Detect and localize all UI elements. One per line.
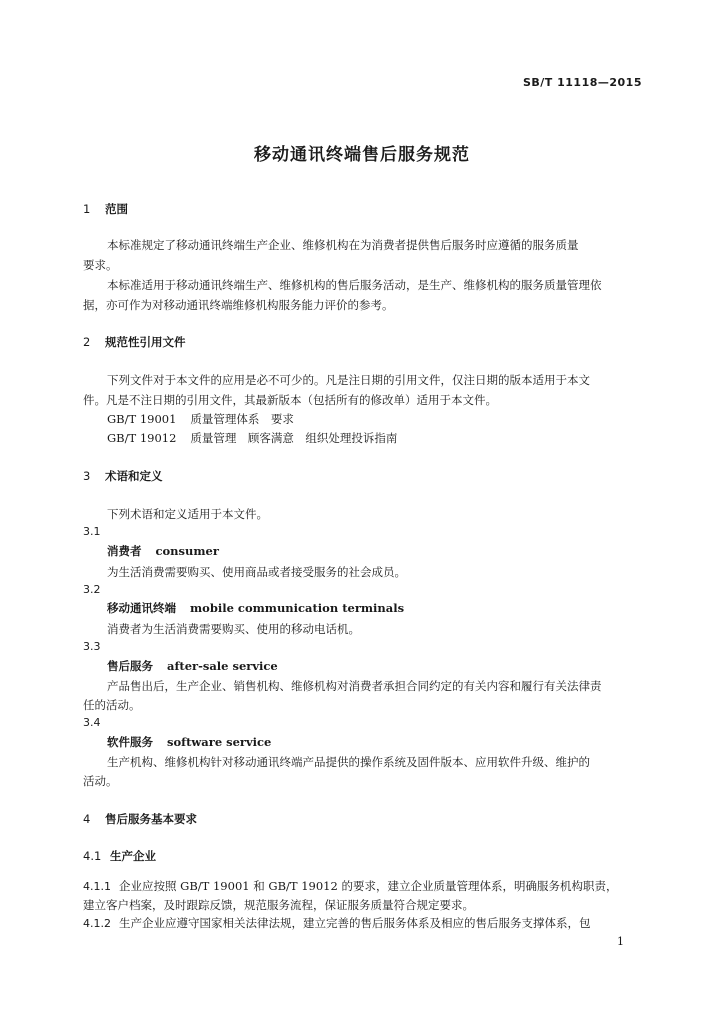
s2-paragraph-line-1: 下列文件对于本文件的应用是必不可少的。凡是注日期的引用文件，仅注日期的版本适用于本文 (107, 373, 590, 387)
reference-1-title: 质量管理体系 要求 (190, 412, 294, 426)
term-3-2 (107, 600, 404, 616)
section-2-title: 规范性引用文件 (105, 335, 186, 349)
term-3-2-en: mobile communication terminals (190, 601, 405, 615)
s1-paragraph-2-line-1: 本标准适用于移动通讯终端生产、维修机构的售后服务活动，是生产、维修机构的服务质量管理依 (107, 278, 602, 292)
term-3-3-number: 3.3 (83, 640, 101, 653)
term-3-4-number: 3.4 (83, 716, 101, 729)
term-3-3 (107, 658, 278, 674)
term-3-4 (107, 734, 271, 750)
s3-intro: 下列术语和定义适用于本文件。 (107, 507, 268, 521)
section-3-number: 3 (83, 469, 91, 483)
section-1-number: 1 (83, 202, 91, 216)
clause-4-1-1-number: 4.1.1 (83, 880, 111, 893)
section-4-title: 售后服务基本要求 (105, 812, 197, 826)
clause-4-1-2-text-a: 生产企业应遵守国家相关法律法规，建立完善的售后服务体系及相应的售后服务支撑体系，包 (119, 916, 591, 930)
subsection-4-1-heading (83, 848, 156, 864)
term-3-1 (107, 543, 219, 559)
reference-1-code: GB/T 19001 (107, 412, 177, 426)
term-3-3-en: after-sale service (167, 659, 278, 673)
term-3-1-number: 3.1 (83, 525, 101, 538)
clause-4-1-1-text-a: 企业应按照 GB/T 19001 和 GB/T 19012 的要求，建立企业质量管理体系，明确服务机构职责， (119, 879, 618, 893)
reference-1 (107, 409, 294, 429)
s1-paragraph-1-line-2: 要求。 (83, 258, 118, 272)
term-3-2-zh: 移动通讯终端 (107, 601, 176, 615)
clause-4-1-1-line-2: 建立客户档案，及时跟踪反馈，规范服务流程，保证服务质量符合规定要求。 (83, 898, 474, 912)
term-3-2-definition: 消费者为生活消费需要购买、使用的移动电话机。 (107, 622, 360, 636)
term-3-4-en: software service (167, 735, 272, 749)
term-3-1-zh: 消费者 (107, 544, 142, 558)
section-2-heading (83, 334, 186, 350)
clause-4-1-2-number: 4.1.2 (83, 917, 111, 930)
term-3-4-definition-line-1: 生产机构、维修机构针对移动通讯终端产品提供的操作系统及固件版本、应用软件升级、维护的 (107, 755, 590, 769)
reference-2-title: 质量管理 顾客满意 组织处理投诉指南 (190, 431, 398, 445)
clause-4-1-2-line-1 (83, 913, 591, 934)
s2-paragraph-line-2: 件。凡是不注日期的引用文件，其最新版本（包括所有的修改单）适用于本文件。 (83, 393, 497, 407)
reference-2 (107, 428, 397, 448)
term-3-4-zh: 软件服务 (107, 735, 153, 749)
s1-paragraph-2-line-2: 据，亦可作为对移动通讯终端维修机构服务能力评价的参考。 (83, 298, 394, 312)
section-4-number: 4 (83, 812, 91, 826)
standard-number: SB/T 11118—2015 (522, 76, 642, 89)
section-3-heading (83, 468, 163, 484)
term-3-1-en: consumer (155, 544, 219, 558)
section-3-title: 术语和定义 (105, 469, 163, 483)
term-3-4-definition-line-2: 活动。 (83, 774, 118, 788)
section-1-heading (83, 201, 128, 217)
term-3-3-definition-line-2: 任的活动。 (83, 698, 141, 712)
clause-4-1-1-line-1 (83, 876, 617, 897)
term-3-3-definition-line-1: 产品售出后，生产企业、销售机构、维修机构对消费者承担合同约定的有关内容和履行有关法律责 (107, 679, 602, 693)
document-title: 移动通讯终端售后服务规范 (254, 145, 470, 165)
section-2-number: 2 (83, 335, 91, 349)
term-3-1-definition: 为生活消费需要购买、使用商品或者接受服务的社会成员。 (107, 565, 406, 579)
subsection-4-1-number: 4.1 (83, 849, 102, 863)
section-1-title: 范围 (105, 202, 128, 216)
subsection-4-1-title: 生产企业 (110, 849, 156, 863)
section-4-heading (83, 811, 197, 827)
s1-paragraph-1-line-1: 本标准规定了移动通讯终端生产企业、维修机构在为消费者提供售后服务时应遵循的服务质量 (107, 238, 579, 252)
term-3-2-number: 3.2 (83, 583, 101, 596)
term-3-3-zh: 售后服务 (107, 659, 153, 673)
reference-2-code: GB/T 19012 (107, 431, 177, 445)
page-number: 1 (617, 935, 624, 948)
